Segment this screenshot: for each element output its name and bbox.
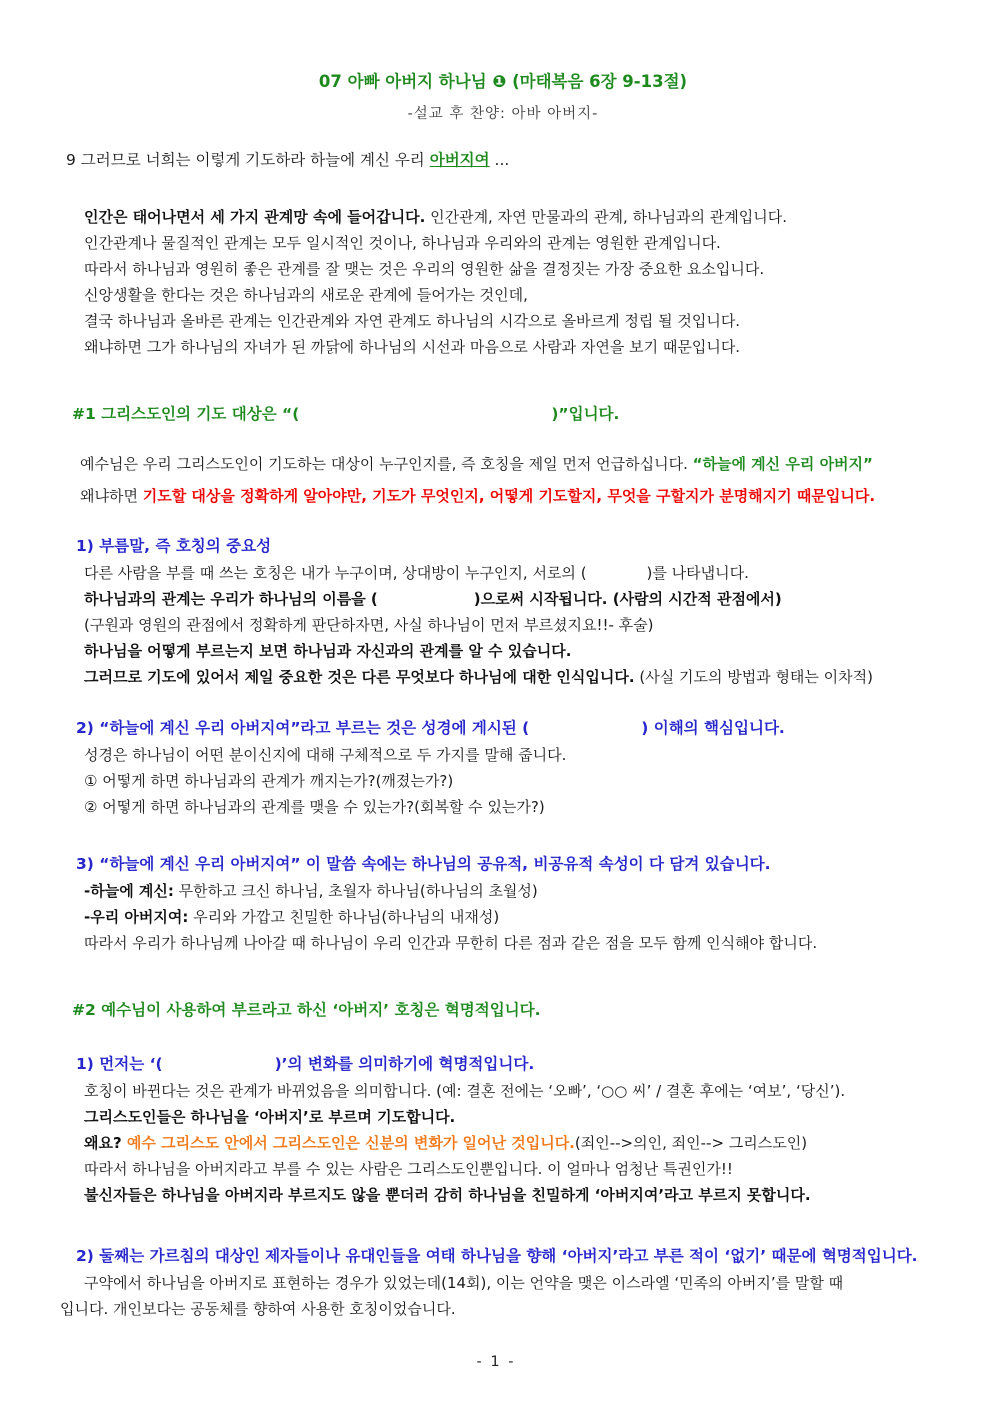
body-line — [84, 560, 940, 586]
blank-gap — [587, 577, 647, 578]
verse-highlight: 아버지여 — [429, 151, 490, 169]
body-line — [84, 1130, 940, 1156]
intro-line: 인간관계나 물질적인 관계는 모두 일시적인 것이나, 하나님과 우리와의 관계는 영원한 관계입니다. — [84, 234, 721, 252]
intro-lead-bold: 인간은 태어나면서 세 가지 관계망 속에 들어갑니다. — [84, 208, 426, 226]
page-number: - 1 - — [476, 1354, 516, 1370]
body-line — [84, 664, 940, 690]
text-run: (죄인-->의인, 죄인--> 그리스도인) — [574, 1134, 808, 1152]
intro-line: 따라서 하나님과 영원히 좋은 관계를 잘 맺는 것은 우리의 영원한 삶을 결정짓는 가장 중요한 요소입니다. — [84, 260, 765, 278]
body-line — [84, 586, 940, 612]
intro-line — [84, 204, 940, 230]
text-run: )으로써 시작됩니다. (사람의 시간적 관점에서) — [473, 590, 782, 608]
intro-line: 결국 하나님과 올바른 관계는 인간관계와 자연 관계도 하나님의 시각으로 올바르게 정립 될 것입니다. — [84, 312, 741, 330]
section2-sub1-body — [84, 1078, 940, 1208]
text-run-bold: 그러므로 기도에 있어서 제일 중요한 것은 다른 무엇보다 하나님에 대한 인식입니다. — [84, 668, 635, 686]
body-line — [84, 904, 940, 930]
body-line: 구약에서 하나님을 아버지로 표현하는 경우가 있었는데(14회), 이는 언약을 맺은 이스라엘 ‘민족의 아버지’를 말할 때 — [84, 1274, 844, 1292]
term-label: -우리 아버지여: — [84, 908, 189, 926]
section1-heading — [72, 402, 940, 426]
intro-lead-rest: 인간관계, 자연 만물과의 관계, 하나님과의 관계입니다. — [425, 208, 788, 226]
section1-heading-post: )”입니다. — [551, 405, 620, 423]
body-line: 성경은 하나님이 어떤 분이신지에 대해 구체적으로 두 가지를 말해 줍니다. — [84, 746, 567, 764]
text-run: 우리와 가깝고 친밀한 하나님(하나님의 내재성) — [188, 908, 500, 926]
body-line: ① 어떻게 하면 하나님과의 관계가 깨지는가?(깨졌는가?) — [84, 772, 454, 790]
verse-ellipsis: ... — [489, 151, 510, 169]
intro-paragraph — [84, 204, 940, 360]
body-line: 그리스도인들은 하나님을 ‘아버지’로 부르며 기도합니다. — [84, 1108, 456, 1126]
body-line: 불신자들은 하나님을 아버지라 부르지도 않을 뿐더러 감히 하나님을 친밀하게 ‘아버지여’라고 부르지 못합니다. — [84, 1186, 811, 1204]
text-run: )를 나타냅니다. — [646, 564, 749, 582]
red-emphasis: 기도할 대상을 정확하게 알아야만, 기도가 무엇인지, 어떻게 기도할지, 무엇을 구할지가 분명해지기 때문입니다. — [142, 487, 876, 505]
body-line — [84, 878, 940, 904]
sub1-heading: 1) 부름말, 즉 호칭의 중요성 — [76, 537, 272, 555]
text-run: 다른 사람을 부를 때 쓰는 호칭은 내가 누구이며, 상대방이 누구인지, 서로의 ( — [84, 564, 587, 582]
body-line: 따라서 하나님을 아버지라고 부를 수 있는 사람은 그리스도인뿐입니다. 이 얼마나 엄청난 특권인가!! — [84, 1160, 733, 1178]
question-label: 왜요? — [84, 1134, 127, 1152]
text-run: (사실 기도의 방법과 형태는 이차적) — [634, 668, 873, 686]
scripture-verse — [66, 148, 940, 172]
section2-sub2-body — [60, 1270, 940, 1322]
body-line: 하나님을 어떻게 부르는지 보면 하나님과 자신과의 관계를 알 수 있습니다. — [84, 642, 572, 660]
sub3-body — [84, 878, 940, 956]
blank-gap — [163, 1068, 275, 1069]
section2-heading: #2 예수님이 사용하여 부르라고 하신 ‘아버지’ 호칭은 혁명적입니다. — [72, 1001, 541, 1019]
text-run: 무한하고 크신 하나님, 초월자 하나님(하나님의 초월성) — [173, 882, 538, 900]
orange-emphasis: 예수 그리스도 안에서 그리스도인은 신분의 변화가 일어난 것입니다. — [126, 1134, 575, 1152]
body-line: (구원과 영원의 관점에서 정확하게 판단하자면, 사실 하나님이 먼저 부르셨지요!!- 후술) — [84, 616, 654, 634]
text-run: 예수님은 우리 그리스도인이 기도하는 대상이 누구인지를, 즉 호칭을 제일 먼저 언급하십니다. — [80, 455, 693, 473]
text-run: 하나님과의 관계는 우리가 하나님의 이름을 ( — [84, 590, 378, 608]
paragraph-line — [80, 448, 940, 480]
paragraph-line — [80, 480, 940, 512]
section2-sub2-heading: 2) 둘째는 가르침의 대상인 제자들이나 유대인들을 여태 하나님을 향해 ‘아버지’라고 부른 적이 ‘없기’ 때문에 혁명적입니다. — [76, 1247, 918, 1265]
blank-gap — [299, 418, 551, 419]
term-label: -하늘에 계신: — [84, 882, 174, 900]
section2-sub1-heading — [76, 1052, 940, 1076]
section1-paragraph — [80, 448, 940, 512]
body-line: 호칭이 바뀐다는 것은 관계가 바뀌었음을 의미합니다. (예: 결혼 전에는 ‘오빠’, ‘○○ 씨’ / 결혼 후에는 ‘여보’, ‘당신’). — [84, 1082, 846, 1100]
page-subtitle: -설교 후 찬양: 아바 아버지- — [407, 106, 599, 122]
sub2-heading-pre: 2) “하늘에 계신 우리 아버지여”라고 부르는 것은 성경에 게시된 ( — [76, 719, 530, 737]
verse-text: 9 그러므로 너희는 이렇게 기도하라 하늘에 계신 우리 — [66, 151, 430, 169]
page-title: 07 아빠 아버지 하나님 ❶ (마태복음 6장 9-13절) — [318, 72, 688, 91]
sub1-body — [84, 560, 940, 690]
intro-line: 왜냐하면 그가 하나님의 자녀가 된 까닭에 하나님의 시선과 마음으로 사람과 자연을 보기 때문입니다. — [84, 338, 741, 356]
section1-heading-pre: #1 그리스도인의 기도 대상은 “( — [72, 405, 300, 423]
sub2-body — [84, 742, 940, 820]
intro-line: 신앙생활을 한다는 것은 하나님과의 새로운 관계에 들어가는 것인데, — [84, 286, 528, 304]
heading-pre: 1) 먼저는 ‘( — [76, 1055, 163, 1073]
sub3-heading: 3) “하늘에 계신 우리 아버지여” 이 말씀 속에는 하나님의 공유적, 비공유적 속성이 다 담겨 있습니다. — [76, 855, 771, 873]
body-line: ② 어떻게 하면 하나님과의 관계를 맺을 수 있는가?(회복할 수 있는가?) — [84, 798, 545, 816]
body-line: 따라서 우리가 하나님께 나아갈 때 하나님이 우리 인간과 무한히 다른 점과 같은 점을 모두 함께 인식해야 합니다. — [84, 934, 818, 952]
sub2-heading — [76, 716, 940, 740]
text-run: 왜냐하면 — [80, 487, 143, 505]
blank-gap — [529, 732, 641, 733]
body-line: 입니다. 개인보다는 공동체를 향하여 사용한 호칭이었습니다. — [60, 1300, 456, 1318]
sub2-heading-post: ) 이해의 핵심입니다. — [641, 719, 785, 737]
green-quote: “하늘에 계신 우리 아버지” — [692, 455, 873, 473]
blank-gap — [378, 603, 474, 604]
heading-post: )’의 변화를 의미하기에 혁명적입니다. — [274, 1055, 535, 1073]
